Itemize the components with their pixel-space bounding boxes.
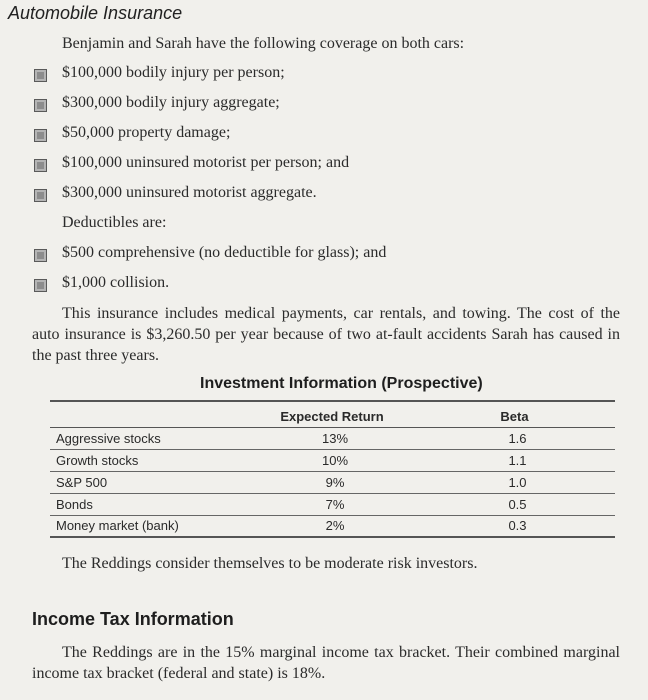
- bullet-square-icon: [34, 159, 47, 172]
- table-row: [50, 493, 615, 515]
- income-tax-text: The Reddings are in the 15% marginal income tax bracket. Their combined marginal income tax bracket (federal and state) is 18%.: [32, 644, 620, 682]
- beta: 0.5: [508, 496, 527, 512]
- table-row: [50, 471, 615, 493]
- bullet-square-icon: [34, 69, 47, 82]
- asset-name: S&P 500: [56, 474, 108, 490]
- header-asset: [50, 401, 250, 427]
- beta: 1.0: [508, 474, 527, 490]
- expected-return: 13%: [321, 430, 349, 446]
- expected-return: 9%: [325, 474, 345, 490]
- coverage-item: $300,000 uninsured motorist aggregate.: [62, 184, 317, 201]
- table-row: [50, 515, 615, 537]
- investment-table-title: Investment Information (Prospective): [200, 375, 483, 392]
- coverage-item: $100,000 bodily injury per person;: [62, 64, 285, 81]
- asset-name: Aggressive stocks: [56, 430, 161, 446]
- table-row: [50, 427, 615, 449]
- header-beta: Beta: [500, 408, 529, 424]
- asset-name: Growth stocks: [56, 452, 139, 468]
- bullet-square-icon: [34, 279, 47, 292]
- beta: 0.3: [508, 518, 527, 534]
- bullet-square-icon: [34, 99, 47, 112]
- expected-return: 10%: [321, 452, 349, 468]
- risk-note: The Reddings consider themselves to be moderate risk investors.: [62, 555, 478, 572]
- expected-return: 2%: [325, 518, 345, 534]
- insurance-note-text: This insurance includes medical payments, car rentals, and towing. The cost of the auto insurance is $3,260.50 per year because of two at-fault accidents Sarah has caused in the past three years.: [32, 305, 620, 364]
- coverage-item: $50,000 property damage;: [62, 124, 231, 141]
- coverage-item: $300,000 bodily injury aggregate;: [62, 94, 280, 111]
- insurance-note: [32, 303, 620, 366]
- table-row: [50, 449, 615, 471]
- expected-return: 7%: [325, 496, 345, 512]
- bullet-square-icon: [34, 189, 47, 202]
- beta: 1.1: [508, 452, 527, 468]
- income-tax-paragraph: [32, 642, 620, 684]
- coverage-item: $100,000 uninsured motorist per person; and: [62, 154, 350, 171]
- deductibles-label: Deductibles are:: [62, 214, 167, 231]
- investment-table: [50, 400, 615, 538]
- section-title-automobile-insurance: Automobile Insurance: [8, 3, 183, 23]
- beta: 1.6: [508, 430, 527, 446]
- asset-name: Money market (bank): [56, 518, 179, 534]
- deductible-item: $1,000 collision.: [62, 274, 170, 291]
- table-header-row: [50, 401, 615, 427]
- coverage-intro: Benjamin and Sarah have the following coverage on both cars:: [62, 35, 465, 52]
- section-title-income-tax: Income Tax Information: [32, 609, 234, 629]
- asset-name: Bonds: [56, 496, 93, 512]
- bullet-square-icon: [34, 249, 47, 262]
- deductible-item: $500 comprehensive (no deductible for glass); and: [62, 244, 387, 261]
- bullet-square-icon: [34, 129, 47, 142]
- header-expected-return: Expected Return: [280, 408, 384, 424]
